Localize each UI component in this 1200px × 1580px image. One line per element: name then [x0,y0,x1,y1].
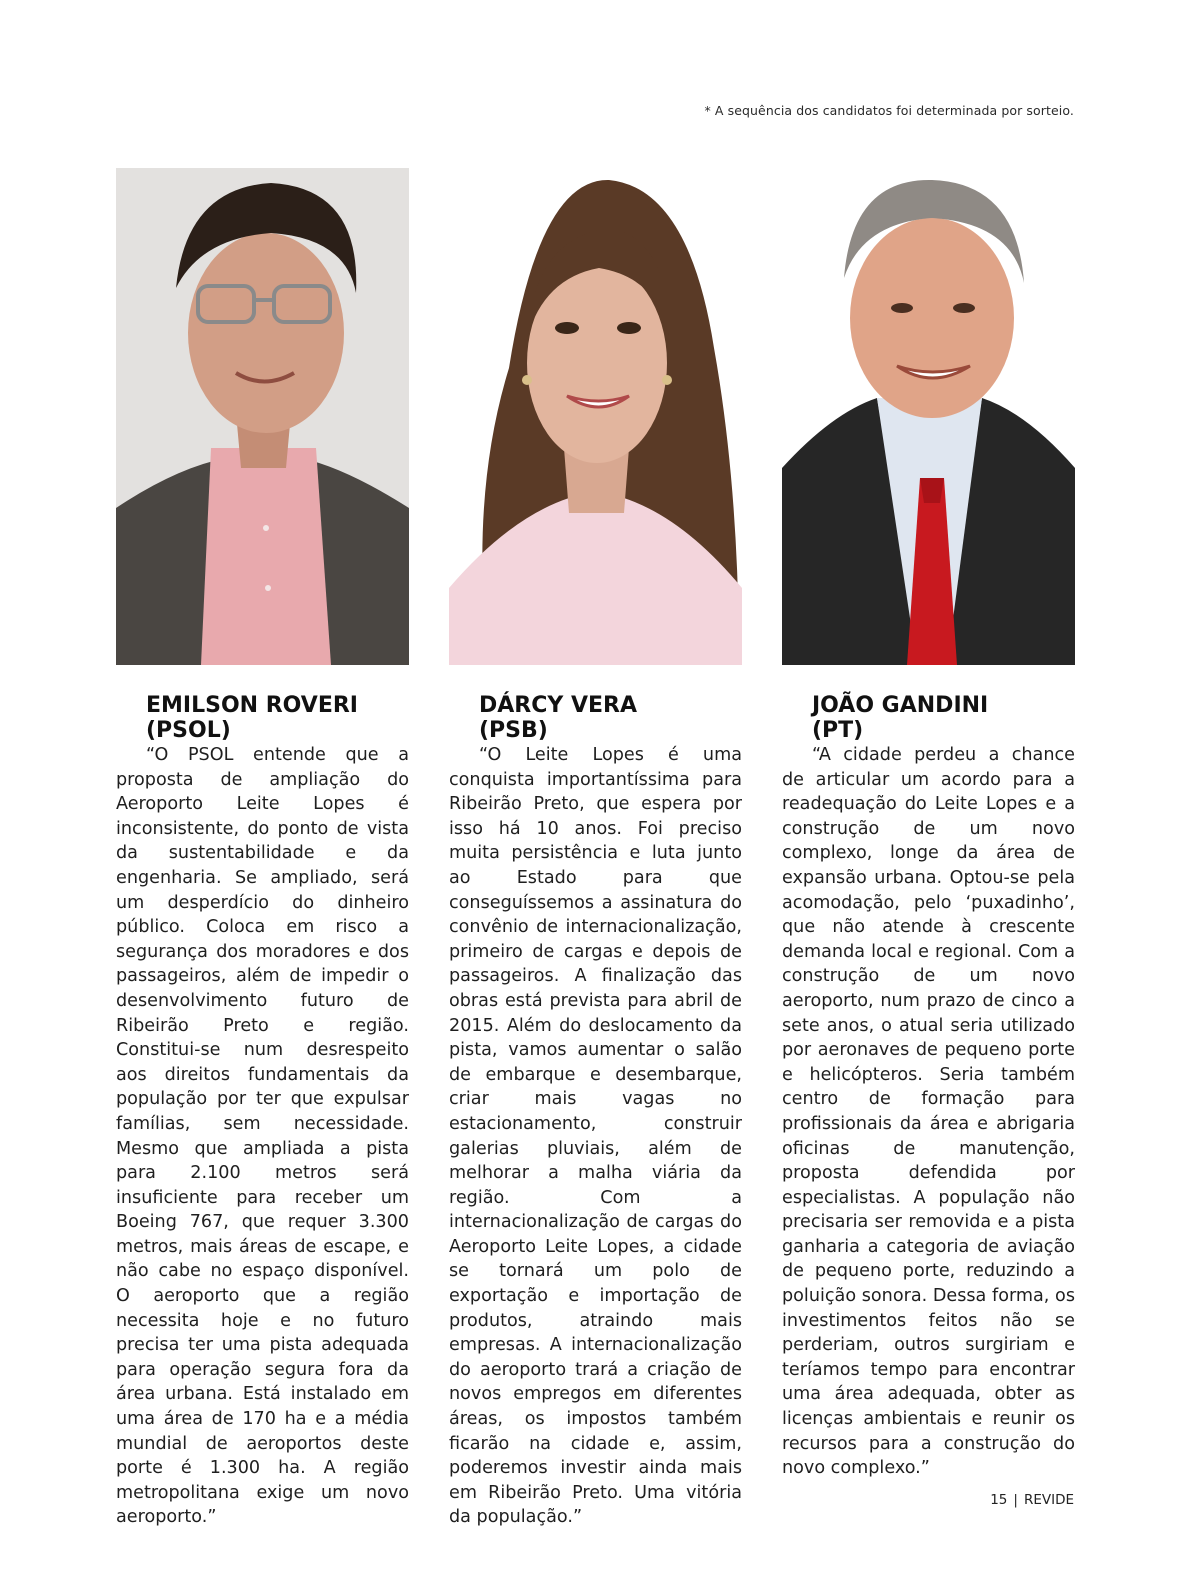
candidate-statement-1: “O PSOL entende que a proposta de ampliação do Aeroporto Leite Lopes é inconsistente, do ponto de vista da sustentabilidade e da engenharia. Se ampliado, será um desperdício do dinheiro público. Coloca em risco a segurança dos moradores e dos passageiros, além de impedir o desenvolvimento futuro de Ribeirão Preto e região. Constitui-se num desrespeito aos direitos fundamentais da população por ter que expulsar famílias, sem necessidade. Mesmo que ampliada a pista para 2.100 metros será insuficiente para receber um Boeing 767, que requer 3.300 metros, mais áreas de escape, e não cabe no espaço disponível. O aeroporto que a região necessita hoje e no futuro precisa ter uma pista adequada para operação segura fora da área urbana. Está instalado em uma área de 170 ha e a média mundial de aeroportos deste porte é 1.300 ha. A região metropolitana exige um novo aeroporto.” [116,745,409,1528]
candidate-statement-2: “O Leite Lopes é uma conquista importantíssima para Ribeirão Preto, que espera por isso há 10 anos. Foi preciso muita persistência e luta junto ao Estado para que conseguíssemos a assinatura do convênio de internacionalização, primeiro de cargas e depois de passageiros. A finalização das obras está prevista para abril de 2015. Além do deslocamento da pista, vamos aumentar o salão de embarque e desembarque, criar mais vagas no estacionamento, construir galerias pluviais, além de melhorar a malha viária da região. Com a internacionalização de cargas do Aeroporto Leite Lopes, a cidade se tornará um polo de exportação e importação de produtos, atraindo mais empresas. A internacionalização do aeroporto trará a criação de novos empregos em diferentes áreas, os impostos também ficarão na cidade e, assim, poderemos investir ainda mais em Ribeirão Preto. Uma vitória da população.” [449,745,742,1528]
candidate-name-1: EMILSON ROVERI [146,693,358,718]
footnote: * A sequência dos candidatos foi determinada por sorteio. [704,103,1074,118]
footer-separator: | [1013,1492,1018,1508]
candidate-column-3 [782,168,1075,1481]
candidate-photo-1 [116,168,409,665]
page-footer [990,1492,1074,1508]
candidate-name-3: JOÃO GANDINI [812,693,989,718]
portrait-woman [449,168,742,665]
candidate-column-1 [116,168,409,1530]
candidate-photo-3 [782,168,1075,665]
portrait-man-glasses [116,168,409,665]
candidate-party-2: (PSB) [479,718,548,743]
magazine-name: REVIDE [1023,1492,1074,1508]
candidate-name-2: DÁRCY VERA [479,693,637,718]
candidate-statement-3: “A cidade perdeu a chance de articular um acordo para a readequação do Leite Lopes e a construção de um novo complexo, longe da área de expansão urbana. Optou-se pela acomodação, pelo ‘puxadinho’, que não atende à crescente demanda local e regional. Com a construção de um novo aeroporto, num prazo de cinco a sete anos, o atual seria utilizado por aeronaves de pequeno porte e helicópteros. Seria também centro de formação para profissionais da área e abrigaria oficinas de manutenção, proposta defendida por especialistas. A população não precisaria ser removida e a pista ganharia a categoria de aviação de pequeno porte, reduzindo a poluição sonora. Dessa forma, os investimentos feitos não se perderiam, outros surgiriam e teríamos tempo para encontrar uma área adequada, obter as licenças ambientais e reunir os recursos para a construção do novo complexo.” [782,745,1075,1479]
page-number: 15 [990,1492,1008,1508]
candidate-photo-2 [449,168,742,665]
candidate-party-3: (PT) [812,718,864,743]
candidate-column-2 [449,168,742,1530]
candidate-party-1: (PSOL) [146,718,231,743]
portrait-man-red-tie [782,168,1075,665]
